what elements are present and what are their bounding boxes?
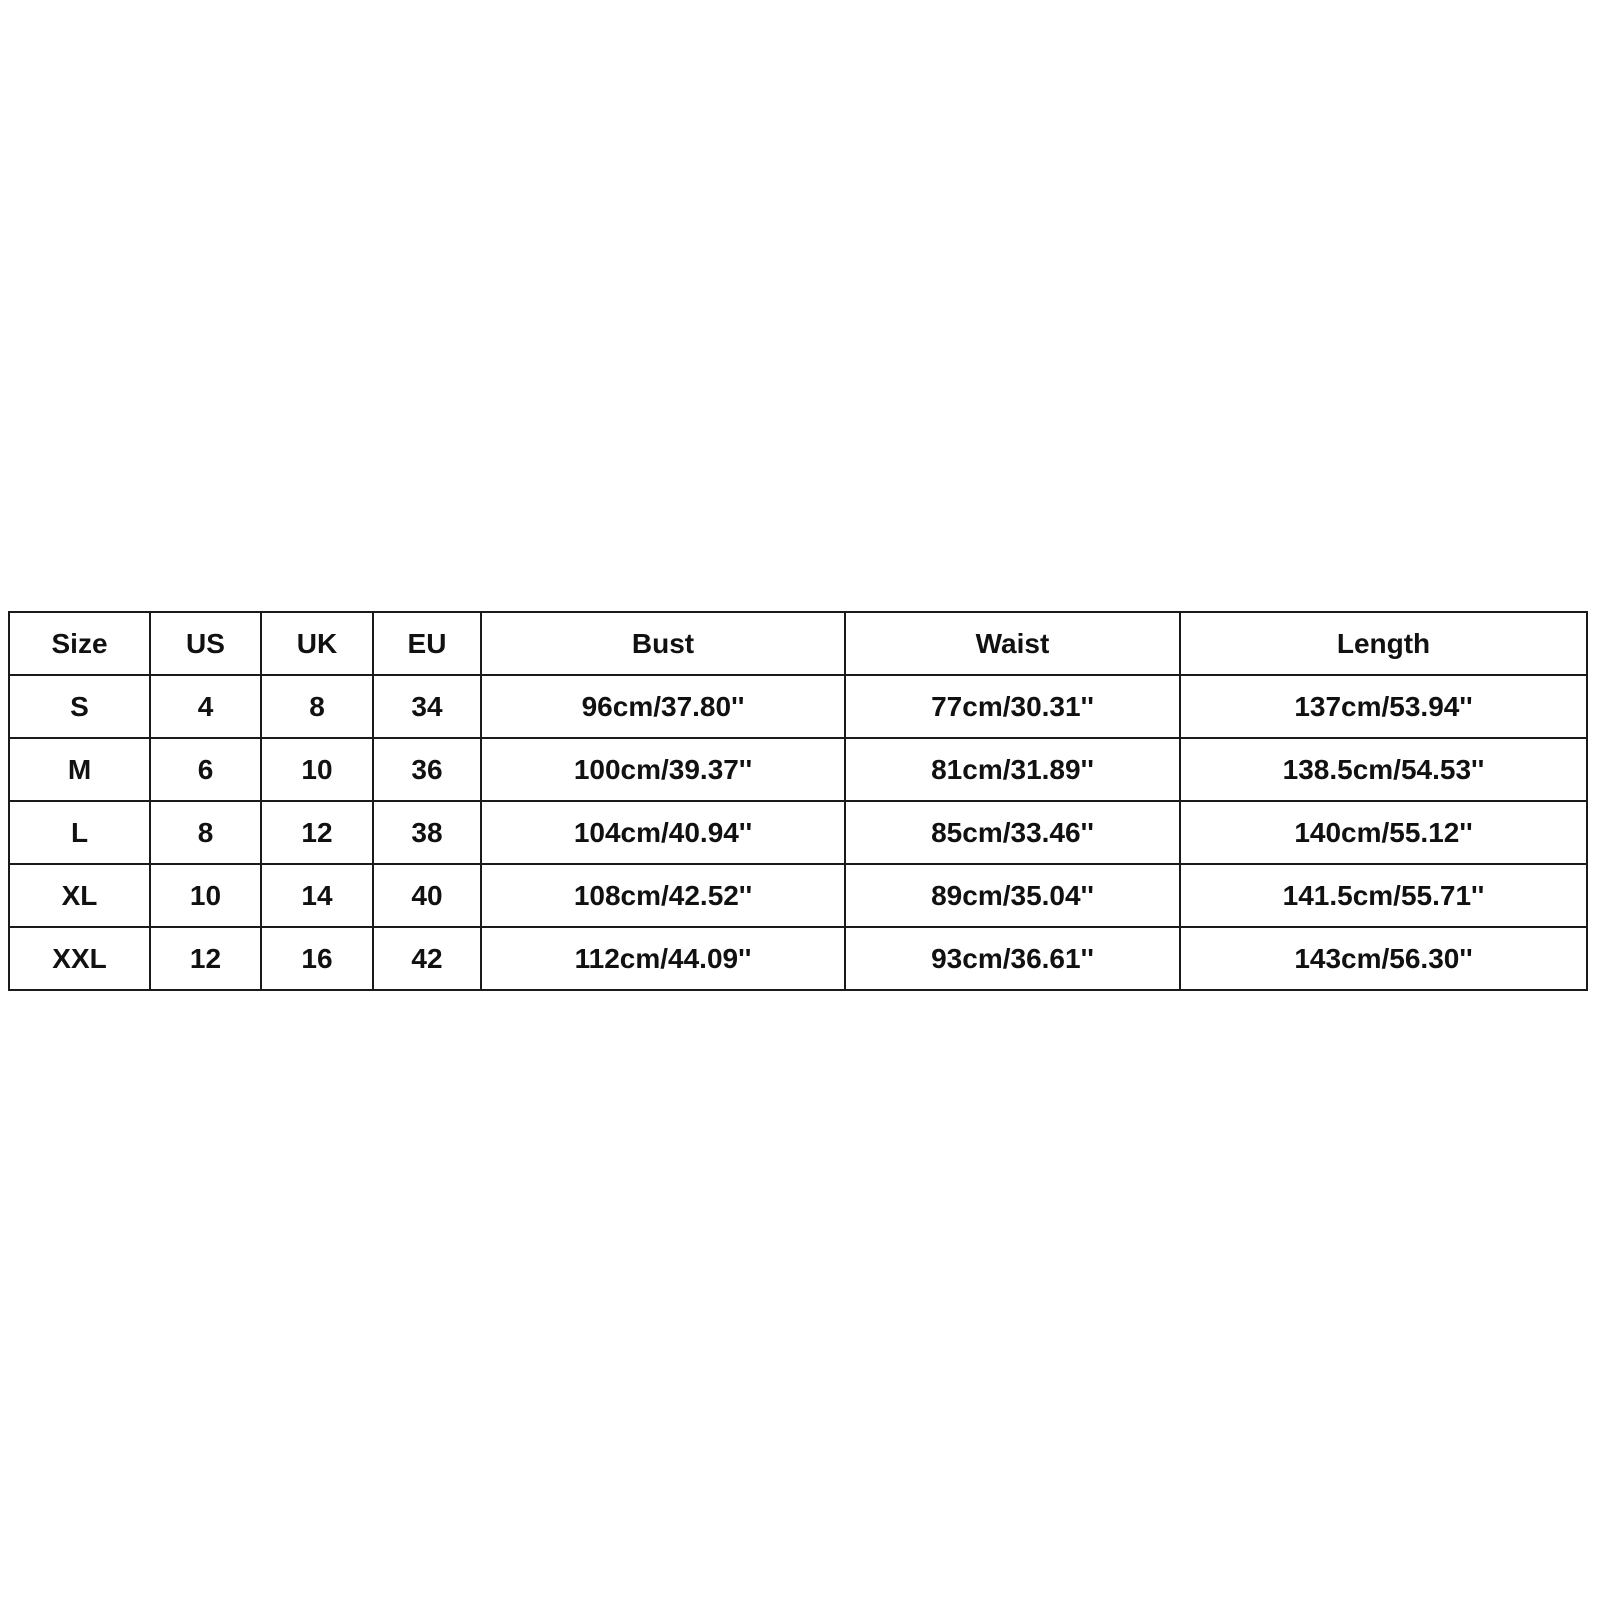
- cell-size: XL: [9, 864, 150, 927]
- header-us: US: [150, 612, 261, 675]
- cell-uk: 12: [261, 801, 373, 864]
- cell-uk: 8: [261, 675, 373, 738]
- cell-bust: 100cm/39.37'': [481, 738, 845, 801]
- cell-bust: 108cm/42.52'': [481, 864, 845, 927]
- table-row: [9, 801, 1587, 864]
- cell-length: 141.5cm/55.71'': [1180, 864, 1587, 927]
- cell-waist: 77cm/30.31'': [845, 675, 1180, 738]
- cell-uk: 14: [261, 864, 373, 927]
- cell-length: 137cm/53.94'': [1180, 675, 1587, 738]
- cell-waist: 85cm/33.46'': [845, 801, 1180, 864]
- cell-waist: 93cm/36.61'': [845, 927, 1180, 990]
- cell-us: 10: [150, 864, 261, 927]
- cell-us: 12: [150, 927, 261, 990]
- cell-size: S: [9, 675, 150, 738]
- table-row: [9, 927, 1587, 990]
- cell-size: L: [9, 801, 150, 864]
- cell-eu: 40: [373, 864, 481, 927]
- size-chart-table: [8, 611, 1588, 991]
- cell-bust: 112cm/44.09'': [481, 927, 845, 990]
- cell-size: XXL: [9, 927, 150, 990]
- table-row: [9, 738, 1587, 801]
- cell-bust: 96cm/37.80'': [481, 675, 845, 738]
- table-row: [9, 675, 1587, 738]
- header-row: [9, 612, 1587, 675]
- header-bust: Bust: [481, 612, 845, 675]
- cell-waist: 81cm/31.89'': [845, 738, 1180, 801]
- header-waist: Waist: [845, 612, 1180, 675]
- cell-us: 8: [150, 801, 261, 864]
- header-length: Length: [1180, 612, 1587, 675]
- cell-size: M: [9, 738, 150, 801]
- cell-length: 143cm/56.30'': [1180, 927, 1587, 990]
- cell-bust: 104cm/40.94'': [481, 801, 845, 864]
- cell-eu: 38: [373, 801, 481, 864]
- header-eu: EU: [373, 612, 481, 675]
- cell-uk: 16: [261, 927, 373, 990]
- cell-eu: 36: [373, 738, 481, 801]
- header-uk: UK: [261, 612, 373, 675]
- cell-us: 6: [150, 738, 261, 801]
- cell-length: 140cm/55.12'': [1180, 801, 1587, 864]
- header-size: Size: [9, 612, 150, 675]
- cell-us: 4: [150, 675, 261, 738]
- cell-uk: 10: [261, 738, 373, 801]
- cell-eu: 42: [373, 927, 481, 990]
- cell-waist: 89cm/35.04'': [845, 864, 1180, 927]
- cell-eu: 34: [373, 675, 481, 738]
- cell-length: 138.5cm/54.53'': [1180, 738, 1587, 801]
- table-row: [9, 864, 1587, 927]
